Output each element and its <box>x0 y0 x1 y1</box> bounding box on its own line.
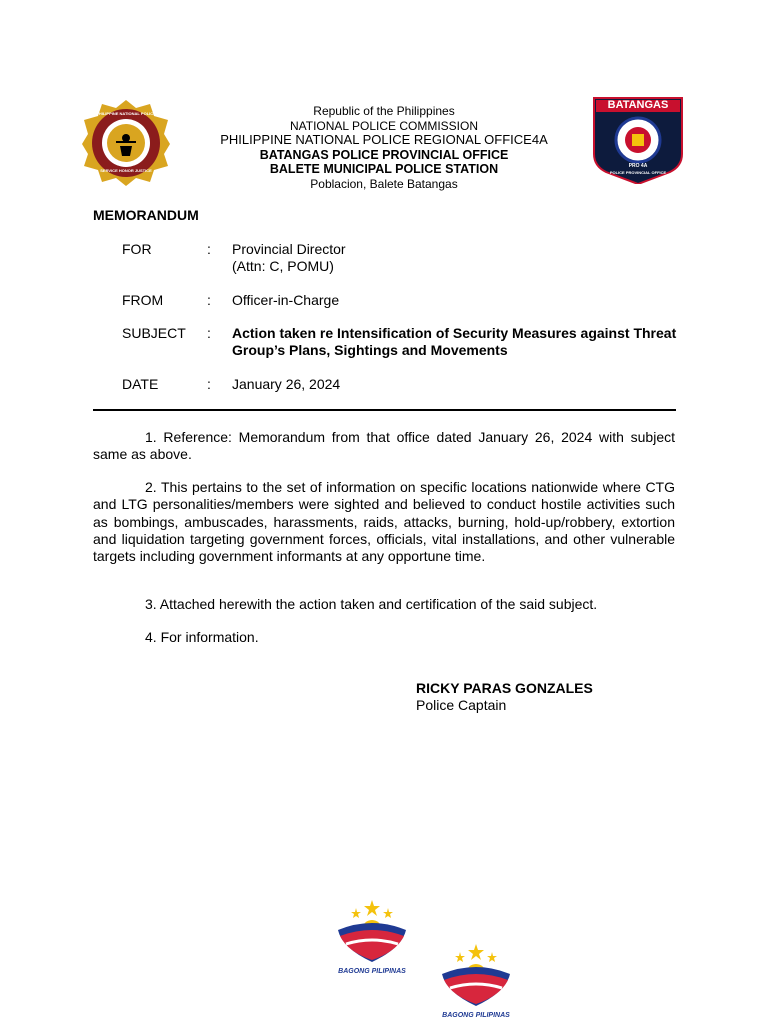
subject-value: Action taken re Intensification of Security Measures against Threat Group’s Plans, Sightings and Movements <box>232 325 677 358</box>
for-value-line2: (Attn: C, POMU) <box>232 258 334 274</box>
signatory-rank: Police Captain <box>416 697 507 713</box>
letterhead-napolcom: NATIONAL POLICE COMMISSION <box>289 118 479 133</box>
letterhead-address: Poblacion, Balete Batangas <box>310 176 458 191</box>
batangas-badge-sub: PRO 4A <box>628 163 648 169</box>
for-label: FOR <box>122 241 152 257</box>
paragraph-4: 4. For information. <box>145 629 259 645</box>
batangas-ppo-badge <box>590 96 686 184</box>
bagong-pilipinas-text-2: BAGONG PILIPINAS <box>442 1012 510 1019</box>
pnp-seal-logo <box>80 98 172 186</box>
letterhead-station: BALETE MUNICIPAL POLICE STATION <box>269 162 499 176</box>
bagong-pilipinas-logo-2 <box>430 940 522 1024</box>
from-label: FROM <box>122 292 164 308</box>
paragraph-2: 2. This pertains to the set of information on specific locations nationwide where CTG and LTG personalities/members were sighted and believed to conduct hostile activities such as bombings, ambuscades, harassments, raids, attacks, burning, hold-up/robbery, extortion and liquidation targeting government forces, officials, vital installations, and other vulnerable targets including government informants at any opportune time. <box>93 479 675 565</box>
subject-colon: : <box>207 325 211 341</box>
bagong-pilipinas-logo-1 <box>326 896 418 980</box>
batangas-badge-bottom: POLICE PROVINCIAL OFFICE <box>609 170 667 175</box>
header-divider <box>93 409 676 411</box>
letterhead-regional-office: PHILIPPINE NATIONAL POLICE REGIONAL OFFICE4A <box>220 132 548 147</box>
batangas-badge-title: BATANGAS <box>607 99 669 111</box>
paragraph-3: 3. Attached herewith the action taken and certification of the said subject. <box>145 596 598 612</box>
bagong-pilipinas-text-1: BAGONG PILIPINAS <box>338 968 406 975</box>
for-value-line1: Provincial Director <box>232 241 346 257</box>
from-colon: : <box>207 292 211 308</box>
letterhead-republic: Republic of the Philippines <box>313 104 455 118</box>
paragraph-1: 1. Reference: Memorandum from that office dated January 26, 2024 with subject same as above. <box>93 429 675 463</box>
date-label: DATE <box>122 376 159 392</box>
for-colon: : <box>207 241 211 257</box>
letterhead <box>184 104 584 191</box>
pnp-seal-text: PHILIPPINE NATIONAL POLICE <box>96 111 156 116</box>
date-colon: : <box>207 376 211 392</box>
memo-title: MEMORANDUM <box>93 207 199 223</box>
subject-label: SUBJECT <box>122 325 186 341</box>
letterhead-provincial-office: BATANGAS POLICE PROVINCIAL OFFICE <box>259 147 509 162</box>
date-value: January 26, 2024 <box>232 376 341 392</box>
from-value: Officer-in-Charge <box>232 292 340 308</box>
for-value <box>232 241 346 275</box>
signatory-name: RICKY PARAS GONZALES <box>416 680 593 696</box>
pnp-motto: SERVICE HONOR JUSTICE <box>100 168 152 173</box>
